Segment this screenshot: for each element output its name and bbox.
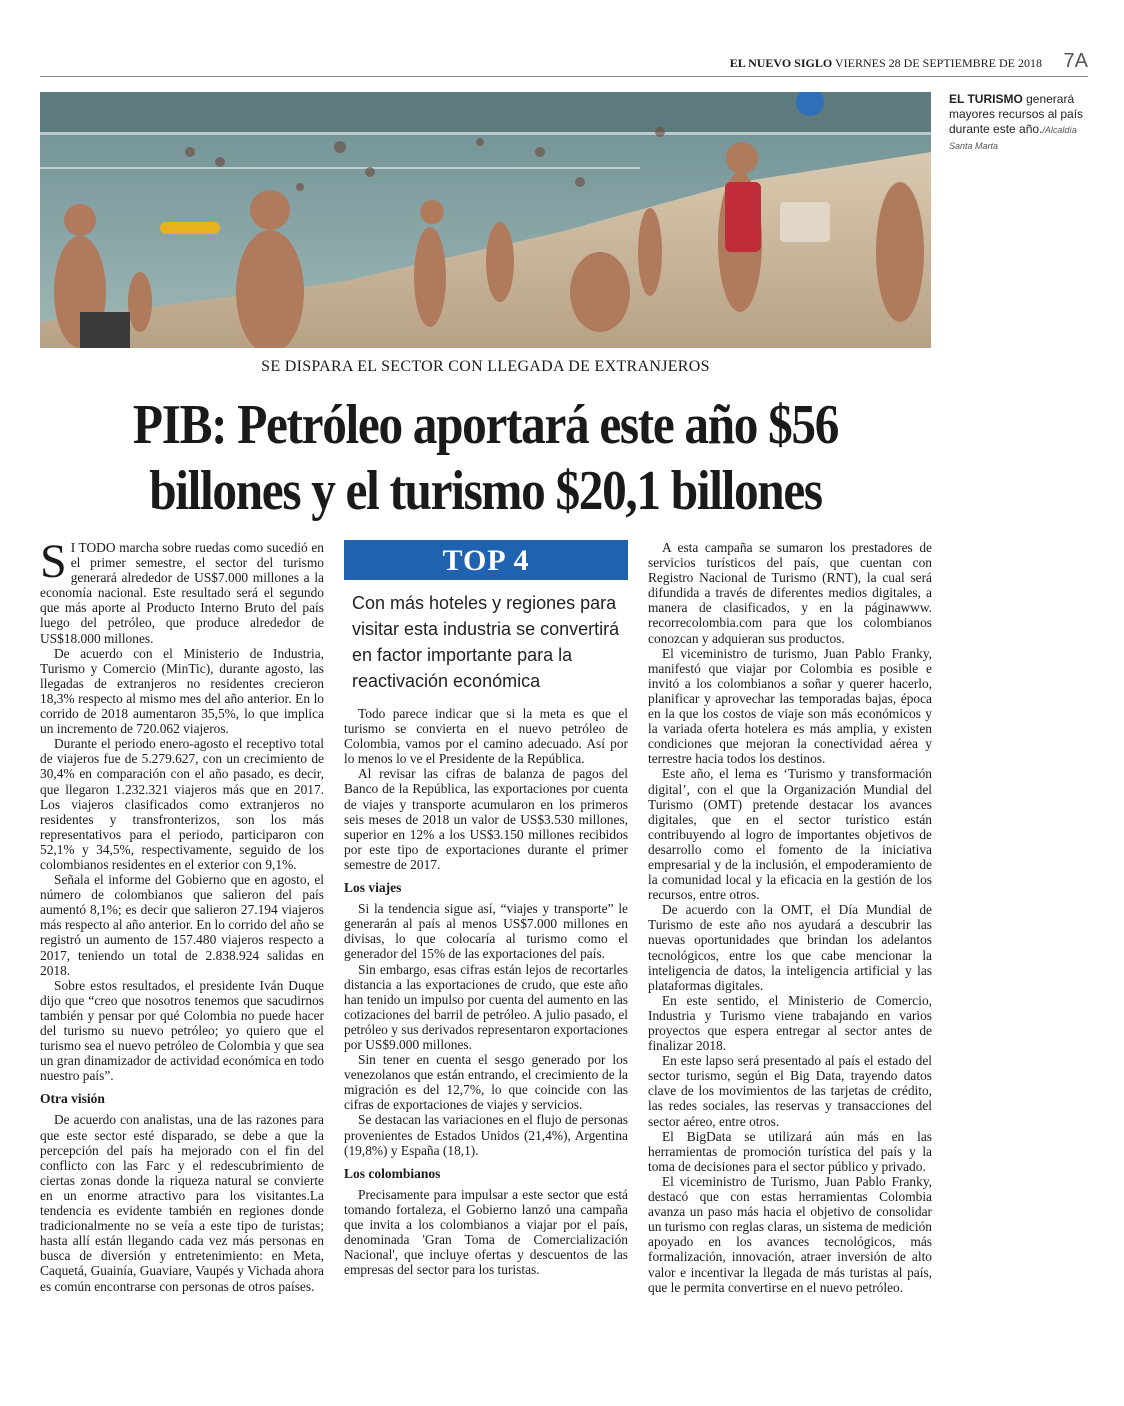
subheading-los-colombianos: Los colombianos [344,1165,441,1181]
photo-credit: /Alcaldía Santa Marta [949,125,1077,151]
kicker: SE DISPARA EL SECTOR CON LLEGADA DE EXTRANJEROS [261,358,710,375]
paragraph [40,535,324,646]
article-column-3 [648,540,932,1295]
paragraph: Señala el informe del Gobierno que en agosto, el número de colombianos que salieron del país aumentó 8,1%; es decir que salieron 27.194 viajeros más respecto al año anterior. En lo corrido del año se registró un aumento de 157.480 viajeros respecto a 2017, teniendo un total de 2.838.924 salidas en 2018. [40,872,324,978]
paragraph: A esta campaña se sumaron los prestadores de servicios turísticos del país, que cuentan con Registro Nacional de Turismo (RNT), la cual será difundida a través de diferentes medios digitales, a manera de clasificados, y en la páginawww. recorrecolombia.com para que los colombianos conozcan y adquieran sus productos. [648,540,932,646]
article-column-2 [344,540,628,1277]
headline-line-1: PIB: Petróleo aportará este año $56 [132,394,839,456]
paragraph: Si la tendencia sigue así, “viajes y transporte” le generarán al país al menos US$7.000 millones en divisas, lo que colocaría al turismo como el generador del 15% de las exportaciones del país. [344,901,628,962]
paragraph: Sin embargo, esas cifras están lejos de recortarles distancia a las exportaciones de crudo, que este año han tenido un impulso por cuenta del aumento en las cotizaciones del barril de petróleo. A julio pasado, el petróleo y sus derivados representaron exportaciones por US$9.000 millones. [344,961,628,1052]
paragraph: El BigData se utilizará aún más en las herramientas de promoción turística del país y la toma de decisiones para el sector público y privado. [648,1128,932,1174]
paragraph: Sin tener en cuenta el sesgo generado por los venezolanos que están entrando, el crecimiento de la migración es del 12,7%, lo que coincide con las cifras de exportaciones de viajes y servicios. [344,1052,628,1113]
caption-bold: EL TURISMO [949,92,1023,106]
paragraph: De acuerdo con el Ministerio de Industria, Turismo y Comercio (MinTic), durante agosto, las llegadas de extranjeros no residentes crecieron 18,3% respecto al mismo mes del año anterior. En lo corrido de 2018 aumentaron 35,5%, lo que implica un incremento de 720.062 viajeros. [40,645,324,737]
paragraph: Este año, el lema es ‘Turismo y transformación digital’, con el que la Organización Mundial del Turismo (OMT) pretende destacar los avances digitales, que en el sector turístico están contribuyendo al logro de importantes objetivos de desarrollo como el fomento de la iniciativa empresarial y de la inclusión, el empoderamiento de la comunidad local y la eficacia en la gestión de los recursos, entre otros. [648,766,932,903]
publication-name: EL NUEVO SIGLO [729,56,833,70]
paragraph: Al revisar las cifras de balanza de pagos del Banco de la República, las exportaciones por cuenta de viajes y transporte acumularon en los primeros seis meses de 2018 un valor de US$3.530 millones, superior en 12% a los US$3.150 millones recibidos por este tipo de exportaciones durante el primer semestre de 2017. [344,766,628,872]
beach-crowd-photo [40,92,931,348]
drop-cap: S [40,535,67,588]
paragraph: Durante el periodo enero-agosto el receptivo total de viajeros fue de 5.279.627, con un crecimiento de 30,4% en comparación con el año pasado, es decir, que llegaron 1.232.321 viajeros más que en 2017. Los viajeros clasificados como extranjeros no residentes y transfronterizos, son los más representativos para el periodo, participaron con 52,1% y 34,5%, respectivamente, seguido de los colombianos residentes en el exterior con 9,1%. [40,736,324,872]
paragraph: De acuerdo con analistas, una de las razones para que este sector esté disparado, se debe a que la percepción del país ha mejorado con el fin del conflicto con las Farc y el redescubrimiento de ciertas zonas donde la riqueza natural se convierte en un enorme atractivo para los visitantes.La tendencia es evidente también en regiones donde tradicionalmente no se veía a este tipo de turistas; hasta allí están llegando cada vez más personas en busca de diversión y entretenimiento: en Meta, Caquetá, Guainía, Guaviare, Vaupés y Vichada ahora es común encontrarse con personas de otros países. [40,1112,324,1294]
caption-text: generará mayores recursos al país durante este año. [949,92,1084,136]
beach-photo-illustration [40,92,931,348]
paragraph: En este lapso será presentado al país el estado del sector turismo, según el Big Data, trayendo datos clave de los movimientos de las tarjetas de crédito, las redes sociales, las reservas y transacciones del sector aéreo, entre otros. [648,1053,932,1129]
paragraph: El viceministro de Turismo, Juan Pablo Franky, destacó que con estas herramientas Colombia avanza un paso más hacia el objetivo de consolidar un turismo con reglas claras, un sistema de medición apoyado en los avances tecnológicos, más formalización, innovación, atraer inversión de alto valor e incentivar la llegada de más turistas al país, que le permita convertirse en el nuevo petróleo. [648,1173,932,1295]
article-column-1 [40,535,324,1294]
paragraph-text: I TODO marcha sobre ruedas como sucedió en el primer semestre, el sector del turismo generará alrededor de US$7.000 millones a la economía nacional. Este resultado será el segundo que más aporte al Producto Interno Bruto del país luego del petróleo, que produce alrededor de US$18.000 millones. [40,540,324,646]
paragraph: De acuerdo con la OMT, el Día Mundial de Turismo de este año nos ayudará a descubrir las nuevas oportunidades que brindan los adelantos tecnológicos, entre los que cabe mencionar la inteligencia de datos, la inteligencia artificial y las plataformas digitales. [648,902,932,993]
paragraph: Sobre estos resultados, el presidente Iván Duque dijo que “creo que nosotros tenemos que sacudirnos también y pensar por qué Colombia no puede hacer del turismo su nuevo petróleo; yo quiero que el turismo sea el nuevo petróleo de Colombia y que sea un gran dinamizador de actividad económica en todo nuestro país”. [40,977,324,1084]
paragraph: Se destacan las variaciones en el flujo de personas provenientes de Estados Unidos (21,4%), Argentina (19,8%) y España (18,1). [344,1112,628,1158]
publication-date: VIERNES 28 DE SEPTIEMBRE DE 2018 [835,56,1042,70]
top4-box-title: TOP 4 [344,540,628,580]
subheading-los-viajes: Los viajes [344,880,402,896]
publication-line [730,56,1042,71]
paragraph: Todo parece indicar que si la meta es que el turismo se convierta en el nuevo petróleo de Colombia, vamos por el camino adecuado. Así por lo menos lo ve el Presidente de la República. [344,706,628,767]
pull-quote: Con más hoteles y regiones para visitar esta industria se convertirá en factor importante para la reactivación económica [352,593,620,691]
paragraph: El viceministro de turismo, Juan Pablo Franky, manifestó que viajar por Colombia es posible e invitó a los colombianos a soñar y querer hacerlo, planificar y aprovechar las temporadas bajas, época en la que los costos de viaje son más económicos y la variada oferta hotelera es más amplia, y existen condiciones que mejoran la conectividad aérea y terrestre hacia todos los destinos. [648,645,932,767]
paragraph: Precisamente para impulsar a este sector que está tomando fortaleza, el Gobierno lanzó una campaña que invita a los colombianos a viajar por el país, denominada 'Gran Toma de Comercialización Nacional', que incluye ofertas y descuentos de las empresas del sector para los turistas. [344,1186,628,1278]
headline [93,392,877,524]
paragraph: En este sentido, el Ministerio de Comercio, Industria y Turismo viene trabajando en varios proyectos que espera entregar al sector antes de finalizar 2018. [648,992,932,1054]
page-header [40,50,1088,77]
page-number: 7A [1063,50,1088,72]
headline-line-2: billones y el turismo $20,1 billones [149,460,822,522]
subheading-otra-vision: Otra visión [40,1091,105,1107]
photo-caption [949,92,1089,154]
